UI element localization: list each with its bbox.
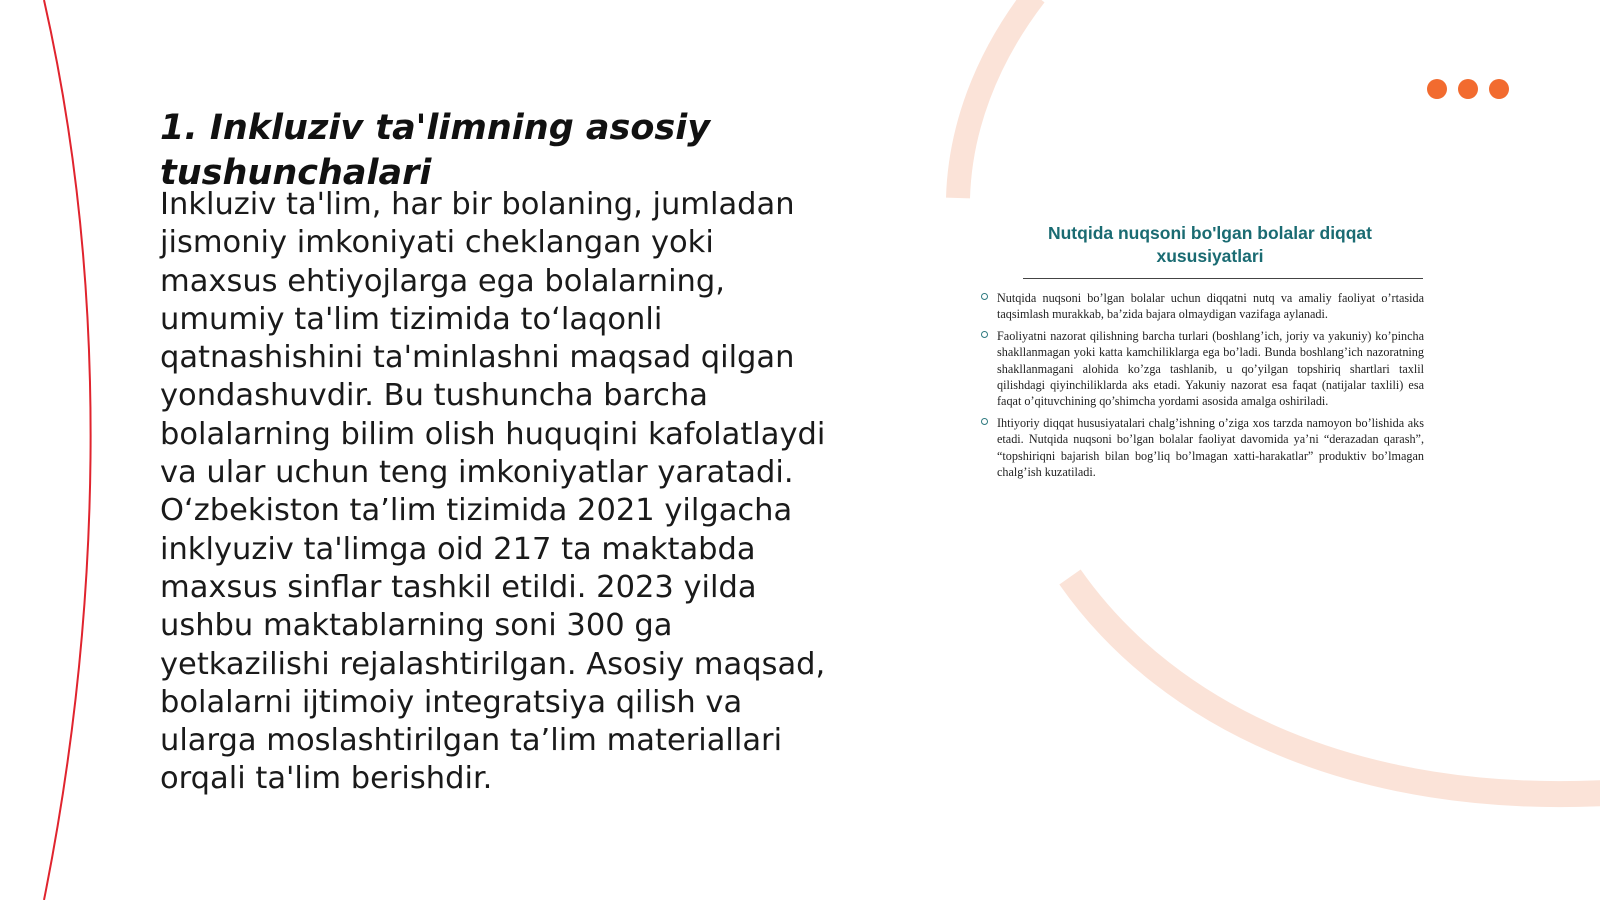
bullet-icon [981, 418, 988, 425]
bullet-icon [981, 293, 988, 300]
three-dots-icon [1427, 79, 1509, 99]
list-item-text: Nutqida nuqsoni bo’lgan bolalar uchun diqqatni nutq va amaliy faoliyat o’rtasida taqsimlash murakkab, ba’zida bajara olmaydigan vazifaga aylanadi. [997, 291, 1424, 322]
list-item-text: Faoliyatni nazorat qilishning barcha turlari (boshlang’ich, joriy va yakuniy) ko’pincha shakllanmagan yoki katta kamchiliklarga ega bo’ladi. Bunda boshlang’ich nazoratning shakllanmagani alohida ko’zga tashlanib, u qo’yilgan topshiriq shartlari taxlil qilishdagi qiyinchiliklarda aks etadi. Yakuniy nazorat esa faqat (natijalar taxlili) esa faqat o’qituvchining qo’shimcha yordami asosida amalga oshiriladi. [997, 328, 1424, 409]
list-item [975, 328, 1425, 410]
list-item [975, 415, 1425, 481]
document-divider [1023, 278, 1423, 279]
slide-title: 1. Inkluziv ta'limning asosiy tushunchalari [160, 108, 711, 193]
decorative-arc-top [958, 0, 1035, 198]
slide-body-text: Inkluziv ta'lim, har bir bolaning, jumladan jismoniy imkoniyati cheklangan yoki maxsus ehtiyojlarga ega bolalarning, umumiy ta'lim tizimida to‘laqonli qatnashishini ta'minlashni maqsad qilgan yondashuvdir. Bu tushuncha barcha bolalarning bilim olish huquqini kafolatlaydi va ular uchun teng imkoniyatlar yaratadi. O‘zbekiston ta’lim tizimida 2021 yilgacha inklyuziv ta'limga oid 217 ta maktabda maxsus sinflar tashkil etildi. 2023 yilda ushbu maktablarning soni 300 ga yetkazilishi rejalashtirilgan. Asosiy maqsad, bolalarni ijtimoiy integratsiya qilish va ularga moslashtirilgan ta’lim materiallari orqali ta'lim berishdir. [160, 187, 826, 797]
dot-1 [1427, 79, 1447, 99]
list-item-text: Ihtiyoriy diqqat hususiyatalari chalg’ishning o’ziga xos tarzda namoyon bo’lishida aks etadi. Nutqida nuqsoni bo’lgan bolalar faoliyat davomida ya’ni “derazadan qarash”, “topshiriqni bajarish bilan bog’liq bo’lmagan xatti-harakatlar” produktiv bo’lmagan chalg’ish kuzatiladi. [997, 415, 1424, 480]
decorative-arc-bottom [1070, 577, 1600, 794]
document-title: Nutqida nuqsoni bo'lgan bolalar diqqat xususiyatlari [1047, 223, 1372, 266]
left-curve-line [44, 0, 91, 900]
document-list [975, 290, 1425, 480]
list-item [975, 290, 1425, 323]
dot-2 [1458, 79, 1478, 99]
bullet-icon [981, 331, 988, 338]
document-excerpt [975, 222, 1425, 485]
dot-3 [1489, 79, 1509, 99]
